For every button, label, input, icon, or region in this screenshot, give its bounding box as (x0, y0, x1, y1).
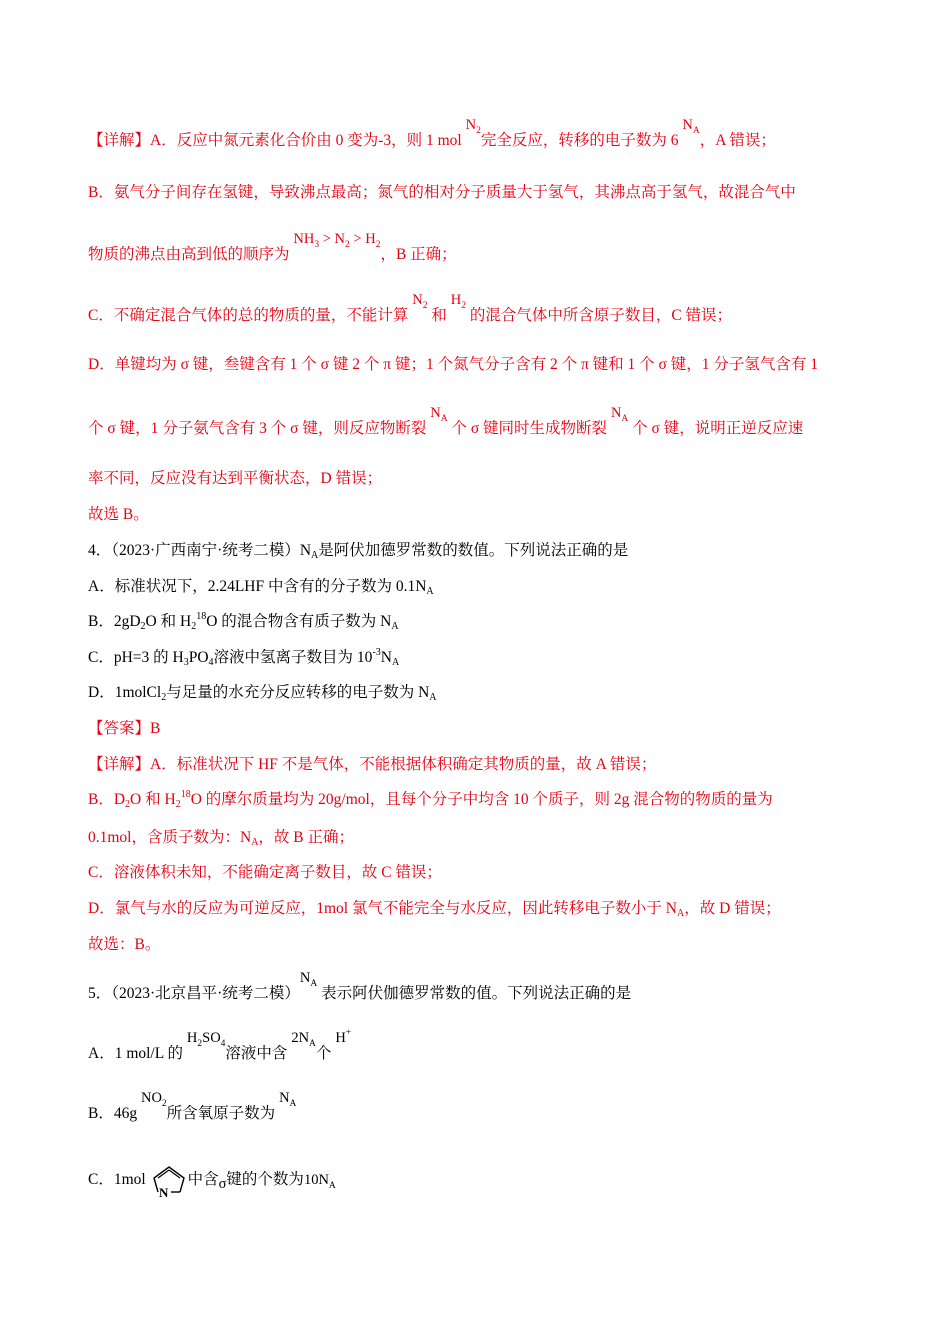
p3-line-2: B．氨气分子间存在氢键，导致沸点最高；氮气的相对分子质量大于氢气，其沸点高于氢气，故混合气中 (88, 184, 796, 201)
p3-line-6: 个 σ 键，1 分子氨气含有 3 个 σ 键，则反应物断裂 $N_A$ 个 σ 键同时生成物断裂 $N_A$ 个 σ 键，说明正逆反应速 (88, 405, 804, 437)
p3-line-4: C．不确定混合气体的总的物质的量，不能计算 $N_2$ 和 $H_2$ 的混合气体中所含原子数目，C 错误； (88, 292, 733, 324)
q5-stem: 5．（2023·北京昌平·统考二模）$N_A$ 表示阿伏伽德罗常数的值。下列说法正确的是 (88, 970, 632, 1002)
q5-option-b: B．46g $NO_2$所含氧原子数为 $N_A$ (88, 1090, 297, 1122)
q4-answer: 【答案】B (88, 720, 161, 737)
q4-option-d: D．1molCl$_2$与足量的水充分反应转移的电子数为 $N_A$ (88, 684, 437, 703)
formula-h2so4: $H_2SO_4$ (186, 1030, 226, 1049)
sigma-symbol: σ (218, 1176, 227, 1192)
p3-line-7: 率不同，反应没有达到平衡状态，D 错误； (88, 470, 383, 487)
q5-option-c: C．1mol N 中含σ键的个数为$10N_A$ (88, 1162, 336, 1203)
q4-explain-5: D．氯气与水的反应为可逆反应，1mol 氯气不能完全与水反应，因此转移电子数小于 $N_A$，故 D 错误； (88, 900, 781, 919)
q4-option-b: B．$2gD_2O$ 和 $H_2^{18}O$ 的混合物含有质子数为 $N_A$ (88, 611, 399, 632)
q4-explain-1: 【详解】A．标准状况下 HF 不是气体，不能根据体积确定其物质的量，故 A 错误； (88, 756, 657, 773)
formula-na: $N_A$ (682, 117, 700, 136)
formula-na: $N_A$ (299, 970, 318, 989)
q4-option-a: A．标准状况下，2.24LHF 中含有的分子数为 $0.1N_A$ (88, 578, 434, 597)
formula-2na: $2N_A$ (291, 1030, 316, 1049)
formula-10na: $10N_A$ (303, 1172, 336, 1191)
p3-line-1: 【详解】A．反应中氮元素化合价由 0 变为-3，则 1 mol $N_2$完全反应，转移的电子数为 6 $N_A$，A 错误； (88, 117, 776, 149)
formula-h2: $H_2$ (450, 292, 466, 311)
formula-na: $N_A$ (610, 405, 629, 424)
q4-stem: 4．（2023·广西南宁·统考二模）$N_A$是阿伏加德罗常数的数值。下列说法正确的是 (88, 542, 629, 561)
formula-boiling-order: $NH_3 > N_2 > H_2$ (293, 231, 381, 250)
formula-no2: $NO_2$ (140, 1090, 167, 1109)
q4-explain-3: 0.1mol，含质子数为：$N_A$，故 B 正确； (88, 829, 355, 848)
q4-option-c: C．pH=3 的 $H_3PO_4$溶液中氢离子数目为 $10^{-3}N_A$ (88, 647, 400, 668)
q5-option-a: A．1 mol/L 的 $H_2SO_4$溶液中含 $2N_A$个 H+ (88, 1028, 352, 1062)
p3-line-8: 故选 B。 (88, 506, 149, 523)
q4-explain-2: B．$D_2O$ 和 $H_2^{18}O$ 的摩尔质量均为 20g/mol，且每个分子中均含 10 个质子，则 2g 混合物的物质的量为 (88, 789, 773, 810)
q4-explain-4: C．溶液体积未知，不能确定离子数目，故 C 错误； (88, 864, 442, 881)
formula-na: $N_A$ (279, 1090, 297, 1109)
formula-n2: $N_2$ (465, 117, 481, 136)
svg-text:N: N (158, 1185, 168, 1198)
formula-n2: $N_2$ (412, 292, 428, 311)
formula-na: $N_A$ (430, 405, 448, 424)
p3-line-5: D．单键均为 σ 键，叁键含有 1 个 σ 键 2 个 π 键；1 个氮气分子含有 2 个 π 键和 1 个 σ 键，1 分子氢气含有 1 (88, 356, 819, 373)
pyrrole-ring-icon (150, 1162, 188, 1203)
q4-explain-6: 故选：B。 (88, 936, 161, 953)
p3-line-3: 物质的沸点由高到低的顺序为 $NH_3 > N_2 > H_2$，B 正确； (88, 231, 457, 263)
formula-h-plus: H+ (335, 1028, 352, 1046)
